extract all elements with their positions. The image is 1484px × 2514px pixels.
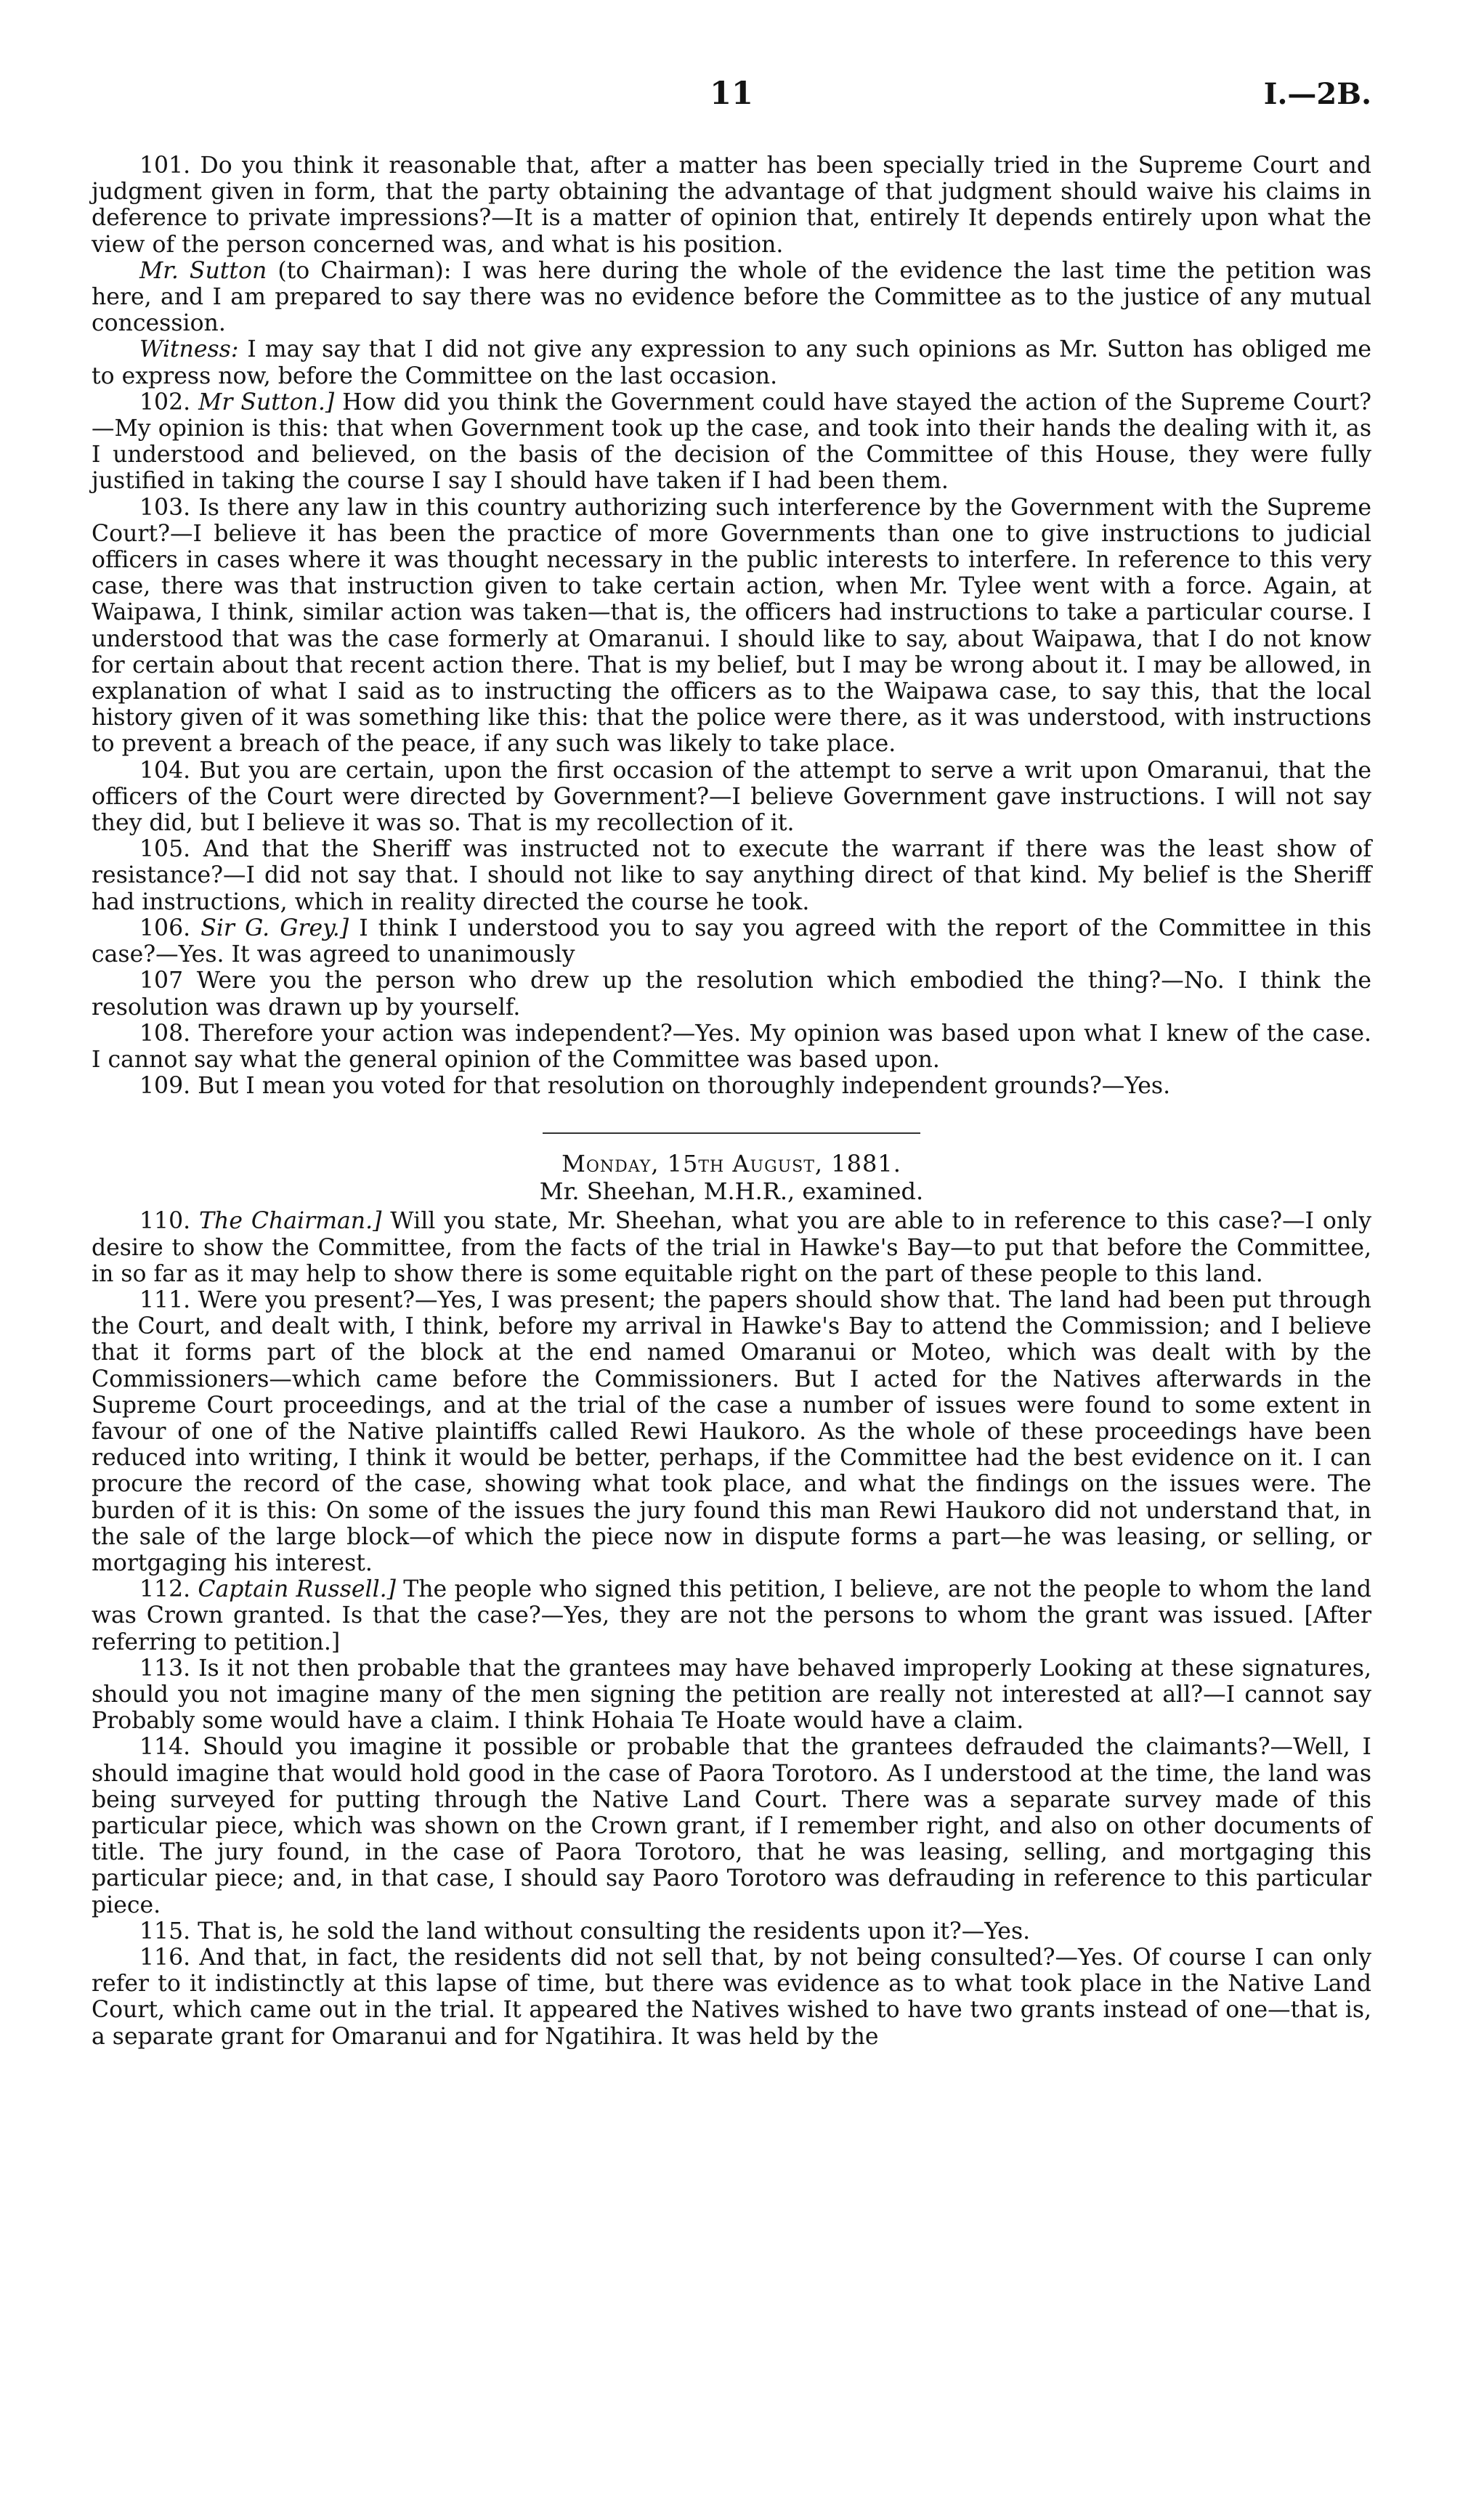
evidence-paragraph xyxy=(92,389,1371,495)
question-number: 106. xyxy=(139,915,191,941)
evidence-paragraph xyxy=(92,1734,1371,1918)
paragraph-text: I may say that I did not give any expression to any such opinions as Mr. Sutton has obliged me to express now, before the Committee on the last occasion. xyxy=(92,336,1371,389)
question-number: 113. xyxy=(139,1655,191,1682)
question-number: 101. xyxy=(139,153,191,179)
speaker-name: Mr. Sutton xyxy=(139,257,267,284)
speaker-name: Captain Russell.] xyxy=(198,1576,396,1603)
question-number: 111. xyxy=(139,1286,191,1313)
section-divider xyxy=(543,1132,920,1134)
paragraph-text: Were you the person who drew up the resolution which embodied the thing?—No. I think the resolution was drawn up by yourself. xyxy=(92,968,1371,1021)
paragraph-text: And that, in fact, the residents did not sell that, by not being consulted?—Yes. Of course I can only refer to it indistinctly at this lapse of time, but there was evidence as to what took place in the Native Land Court, which came out in the trial. It appeared the Natives wished to have two grants instead of one—that is, a separate grant for Omaranui and for Ngatihira. It was held by the xyxy=(92,1945,1371,2050)
document-page xyxy=(92,76,1371,2050)
paragraph-text: But you are certain, upon the first occasion of the attempt to serve a writ upon Omaranui, that the officers of the Court were directed by Government?—I believe Government gave instructions. I will not say they did, but I believe it was so. That is my recollection of it. xyxy=(92,757,1372,837)
question-number: 110. xyxy=(139,1208,191,1235)
question-number: 103. xyxy=(139,494,191,521)
evidence-paragraph xyxy=(92,758,1371,837)
evidence-paragraph xyxy=(92,1576,1371,1655)
question-number: 107 xyxy=(139,968,184,994)
speaker-name: Sir G. Grey.] xyxy=(200,915,349,941)
witness-heading: Mr. Sheehan, M.H.R., examined. xyxy=(539,1177,924,1206)
evidence-paragraph xyxy=(92,1945,1371,2050)
evidence-paragraph xyxy=(92,915,1371,968)
evidence-block-2 xyxy=(92,1208,1371,2050)
question-number: 112. xyxy=(139,1576,191,1603)
paragraph-text: Is there any law in this country authorizing such interference by the Government with the Supreme Court?—I believe it has been the practice of more Governments than one to give instructions to judicial officers in cases where it was thought necessary in the public interests to interfere. In reference to this very case, there was that instruction given to take certain action, when Mr. Tylee went with a force. Again, at Waipawa, I think, similar action was taken—that is, the officers had instructions to take a particular course. I understood that was the case formerly at Omaranui. I should like to say, about Waipawa, that I do not know for certain about that recent action there. That is my belief, but I may be wrong about it. I may be allowed, in explanation of what I said as to instructing the officers as to the Waipawa case, to say this, that the local history given of it was something like this: that the police were there, as it was understood, with instructions to prevent a breach of the peace, if any such was likely to take place. xyxy=(92,494,1371,758)
paragraph-text: But I mean you voted for that resolution on thoroughly independent grounds?—Yes. xyxy=(198,1073,1171,1100)
paragraph-text: Therefore your action was independent?—Yes. My opinion was based upon what I knew of the case. I cannot say what the general opinion of the Committee was based upon. xyxy=(92,1020,1371,1073)
paragraph-text: Is it not then probable that the grantees may have behaved improperly Looking at these signatures, should you not imagine many of the men signing the petition are really not interested at all?—I cannot say Probably some would have a claim. I think Hohaia Te Hoate would have a claim. xyxy=(92,1655,1371,1735)
page-header xyxy=(92,76,1371,126)
page-number: 11 xyxy=(710,76,753,112)
evidence-paragraph xyxy=(92,968,1371,1020)
speaker-name: The Chairman.] xyxy=(199,1208,382,1235)
evidence-paragraph xyxy=(92,1918,1371,1945)
paragraph-text: The people who signed this petition, I believe, are not the people to whom the land was Crown granted. Is that the case?—Yes, they are not the persons to whom the grant was issued. [After referring to petition.] xyxy=(92,1576,1372,1655)
question-number: 114. xyxy=(139,1734,191,1761)
evidence-paragraph xyxy=(92,1208,1371,1287)
paragraph-text: Will you state, Mr. Sheehan, what you are able to in reference to this case?—I only desire to show the Committee, from the facts of the trial in Hawke's Bay—to put that before the Committee, in so far as it may help to show there is some equitable right on the part of these people to this land. xyxy=(92,1208,1372,1287)
speaker-name: Mr Sutton.] xyxy=(198,389,335,415)
question-number: 104. xyxy=(139,757,191,784)
question-number: 116. xyxy=(139,1945,191,1971)
question-number: 109. xyxy=(139,1073,191,1100)
paragraph-text: Should you imagine it possible or probable that the grantees defrauded the claimants?—Well, I should imagine that would hold good in the case of Paora Torotoro. As I understood at the time, the land was being surveyed for putting through the Native Land Court. There was a separate survey made of this particular piece, which was shown on the Crown grant, if I remember right, and also on other documents of title. The jury found, in the case of Paora Torotoro, that he was leasing, selling, and mortgaging this particular piece; and, in that case, I should say Paoro Torotoro was defrauding in reference to this particular piece. xyxy=(92,1734,1372,1918)
paragraph-text: Were you present?—Yes, I was present; the papers should show that. The land had been put through the Court, and dealt with, I think, before my arrival in Hawke's Bay to attend the Commission; and I believe that it forms part of the block at the end named Omaranui or Moteo, which was dealt with by the Commissioners—which came before the Commissioners. But I acted for the Natives afterwards in the Supreme Court proceedings, and at the trial of the case a number of issues were found to some extent in favour of one of the Native plaintiffs called Rewi Haukoro. As the whole of these proceedings have been reduced into writing, I think it would be better, perhaps, if the Committee had the best evidence on it. I can procure the record of the case, showing what took place, and what the findings on the issues were. The burden of it is this: On some of the issues the jury found this man Rewi Haukoro did not understand that, in the sale of the large block—of which the piece now in dispute forms a part—he was leasing, or selling, or mortgaging his interest. xyxy=(92,1286,1371,1576)
session-date: Monday, 15th August, 1881. xyxy=(561,1150,901,1178)
paragraph-text: (to Chairman): I was here during the whole of the evidence the last time the petition was here, and I am prepared to say there was no evidence before the Committee as to the justice of any mutual concession. xyxy=(92,257,1372,337)
evidence-paragraph xyxy=(92,495,1371,758)
question-number: 102. xyxy=(139,389,191,415)
paper-reference: I.—2B. xyxy=(1263,77,1371,111)
question-number: 115. xyxy=(139,1918,191,1945)
evidence-paragraph xyxy=(92,336,1371,389)
evidence-paragraph xyxy=(92,258,1371,337)
evidence-paragraph xyxy=(92,836,1371,915)
evidence-paragraph xyxy=(92,1655,1371,1735)
evidence-paragraph xyxy=(92,1021,1371,1073)
paragraph-text: That is, he sold the land without consulting the residents upon it?—Yes. xyxy=(198,1918,1031,1945)
question-number: 108. xyxy=(139,1020,191,1047)
speaker-name: Witness: xyxy=(139,336,239,363)
paragraph-text: And that the Sheriff was instructed not to execute the warrant if there was the least show of resistance?—I did not say that. I should not like to say anything direct of that kind. My belief is the Sheriff had instructions, which in reality directed the course he took. xyxy=(92,836,1371,915)
paragraph-text: I think I understood you to say you agreed with the report of the Committee in this case?—Yes. It was agreed to unanimously xyxy=(92,915,1372,968)
evidence-paragraph xyxy=(92,1287,1371,1576)
question-number: 105. xyxy=(139,836,191,863)
paragraph-text: How did you think the Government could have stayed the action of the Supreme Court?—My opinion is this: that when Government took up the case, and took into their hands the dealing with it, as I understood and believed, on the basis of the decision of the Committee of this House, they were fully justified in taking the course I say I should have taken if I had been them. xyxy=(92,389,1371,495)
evidence-block-1 xyxy=(92,153,1371,1099)
evidence-paragraph xyxy=(92,153,1371,258)
evidence-paragraph xyxy=(92,1073,1371,1099)
paragraph-text: Do you think it reasonable that, after a matter has been specially tried in the Supreme Court and judgment given in form, that the party obtaining the advantage of that judgment should waive his claims in deference to private impressions?—It is a matter of opinion that, entirely It depends entirely upon what the view of the person concerned was, and what is his position. xyxy=(92,153,1371,258)
